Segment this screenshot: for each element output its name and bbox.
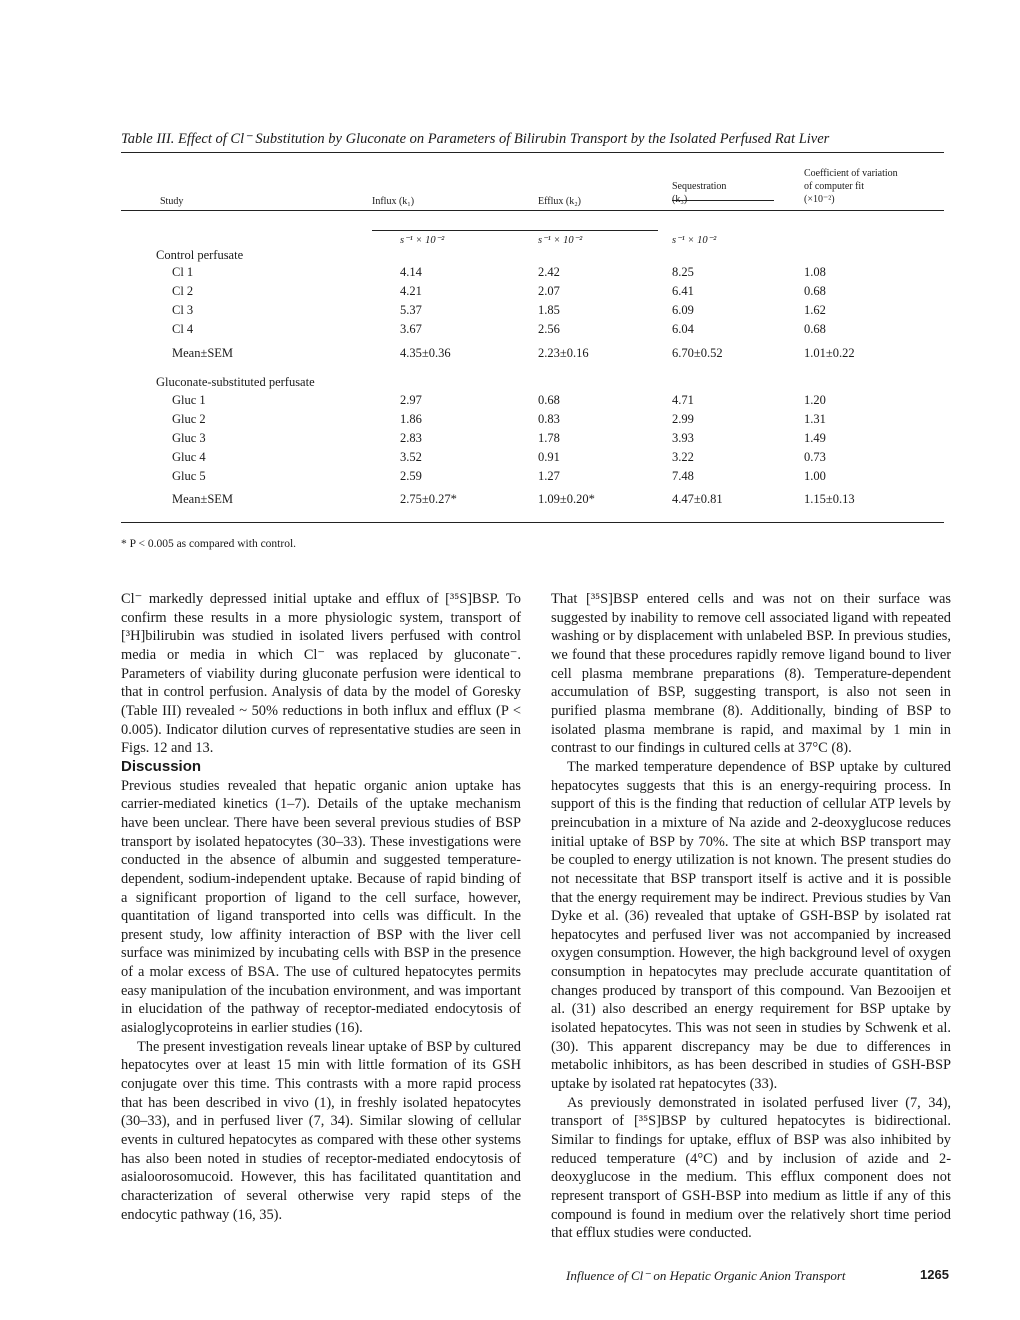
influx-col-rule — [372, 230, 510, 231]
header-seq-2: (k₃) — [672, 194, 688, 205]
paragraph: Cl⁻ markedly depressed initial uptake and efflux of [³⁵S]BSP. To confirm these results in a more physiologic system, transport of [³H]bilirubin was studied in isolated livers perfused with control media or media in which Cl⁻ was replaced by gluconate⁻. Parameters of viability during gluconate perfusion were identical to that in control perfusion. Analysis of data by the model of Goresky (Table III) revealed ~ 50% reductions in both influx and efflux (P < 0.005). Indicator dilution curves of representative studies are seen in Figs. 12 and 13. — [121, 591, 521, 757]
seq-col-rule — [672, 200, 774, 201]
header-seq-1: Sequestration — [672, 181, 727, 192]
header-efflux: Efflux (k₂) — [538, 196, 582, 207]
paragraph: That [³⁵S]BSP entered cells and was not on their surface was suggested by inability to remove cell associated ligand with repeated washing or by displacement with unlabeled BSP. In previous studies, we found that these procedures rapidly remove ligand bound to liver cell plasma membrane preparations (8). Temperature-dependent accumulation of BSP, suggesting transport, is also not seen in purified plasma membrane (8). Additionally, binding of BSP to isolated plasma membrane is rapid, and maximal by 1 min in contrast to our findings in cultured cells at 37°C (8). — [551, 591, 951, 757]
header-study: Study — [160, 196, 184, 207]
page-number: 1265 — [920, 1267, 949, 1282]
unit-efflux: s⁻¹ × 10⁻² — [538, 235, 583, 246]
right-column — [551, 590, 951, 1243]
paragraph: The present investigation reveals linear uptake of BSP by cultured hepatocytes over at least 15 min with little formation of its GSH conjugate over this time. This contrasts with a more rapid process that has been described in vivo (1), in freshly isolated hepatocytes (30–33), and in perfused liver (7, 34). Similar slowing of cellular events in cultured hepatocytes as compared with these other systems has also been noted in studies of receptor-mediated endocytosis of asialoorosomucoid. However, this has facilitated quantitation and characterization of several otherwise very rapid steps of the endocytic pathway (16, 35). — [121, 1038, 521, 1223]
unit-influx: s⁻¹ × 10⁻² — [400, 235, 445, 246]
header-influx: Influx (k₁) — [372, 196, 415, 207]
unit-sequestration: s⁻¹ × 10⁻² — [672, 235, 717, 246]
header-cv-3: (×10⁻²) — [804, 194, 835, 205]
running-footer-title: Influence of Cl⁻ on Hepatic Organic Anion Transport — [566, 1268, 846, 1283]
header-cv-2: of computer fit — [804, 181, 864, 192]
control-group-label: Control perfusate — [156, 248, 244, 262]
header-cv-1: Coefficient of variation — [804, 168, 898, 179]
section-heading: Discussion — [121, 757, 202, 775]
paragraph: The marked temperature dependence of BSP uptake by cultured hepatocytes suggests that this is an energy-requiring process. In support of this is the finding that reduction of cellular ATP levels by preincubation in a mixture of Na azide and 2-deoxyglucose reduces initial uptake of BSP by 70%. The site at which BSP transport may be coupled to energy utilization is not known. The present studies do not necessitate that BSP transport itself is active and it is possible that the energy requirement may be indirect. Previous studies by Van Dyke et al. (36) revealed that uptake of GSH-BSP by isolated rat hepatocytes and perfused liver was not accompanied by increased oxygen consumption. However, the high background level of oxygen consumption in hepatocytes may preclude accurate quantitation of changes produced by transport of this compound. Van Bezooijen et al. (31) also described an energy requirement for BSP uptake by isolated hepatocytes. This was not seen in studies by Schwenk et al. (30). This apparent discrepancy may be due to differences in metabolic inhibitors, as has been described in studies of GSH-BSP uptake by isolated rat hepatocytes (33). — [551, 758, 951, 1093]
left-column — [121, 590, 521, 1224]
table-bottom-rule — [121, 522, 944, 523]
gluconate-group-label: Gluconate-substituted perfusate — [156, 375, 315, 389]
table-top-rule — [121, 152, 944, 153]
table-caption: Table III. Effect of Cl⁻ Substitution by Gluconate on Parameters of Bilirubin Transport by the Isolated Perfused Rat Liver — [121, 131, 830, 147]
table-footnote: * P < 0.005 as compared with control. — [121, 538, 297, 550]
paragraph: Previous studies revealed that hepatic organic anion uptake has carrier-mediated kinetics (1–7). Details of the uptake mechanism have been unclear. There have been several previous studies of BSP transport by isolated hepatocytes (30–33). These investigations were conducted in the absence of albumin and suggested temperature-dependent, sodium-independent uptake. Because of rapid binding of a significant proportion of ligand to the cell surface, however, quantitation of ligand transported into cells was difficult. In the present study, low affinity interaction of BSP with the liver cell surface was minimized by incubating cells with BSP in the presence of a molar excess of BSA. The use of cultured hepatocytes permits easy manipulation of the incubation environment, and was important in elucidation of the pathway of receptor-mediated endocytosis of asialoglycoproteins in earlier studies (16). — [121, 777, 521, 1037]
table-header-rule — [121, 210, 944, 211]
efflux-col-rule — [510, 230, 658, 231]
paragraph: As previously demonstrated in isolated perfused liver (7, 34), transport of [³⁵S]BSP by cultured hepatocytes is bidirectional. Similar to findings for uptake, efflux of BSP was also inhibited by reduced temperature (4°C) and by inclusion of azide and 2-deoxyglucose in the medium. This efflux component does not represent transport of GSH-BSP into medium as little if any of this compound is found in medium over the relatively short time period that efflux studies were conducted. — [551, 1094, 951, 1242]
